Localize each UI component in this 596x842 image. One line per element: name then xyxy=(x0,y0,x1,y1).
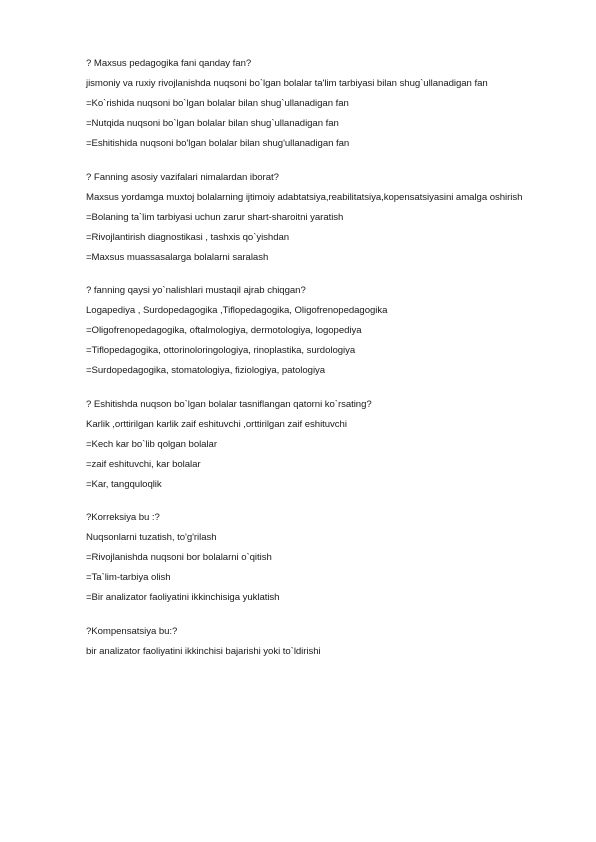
answer-option: =Ko`rishida nuqsoni bo`lgan bolalar bilan shug`ullanadigan fan xyxy=(86,98,349,109)
answer-option: bir analizator faoliyatini ikkinchisi bajarishi yoki to`ldirishi xyxy=(86,645,321,657)
question-block-6 xyxy=(86,622,556,662)
answer-option: =Kech kar bo`lib qolgan bolalar xyxy=(86,438,217,450)
answer-option: =Rivojlantirish diagnostikasi , tashxis qo`yishdan xyxy=(86,231,290,243)
question-text: ? fanning qaysi yo`nalishlari mustaqil ajrab chiqgan? xyxy=(86,285,306,296)
answer-option: =Rivojlanishda nuqsoni bor bolalarni o`qitish xyxy=(86,552,272,563)
question-block-2 xyxy=(86,168,556,268)
question-text: ?Korreksiya bu :? xyxy=(86,512,160,523)
answer-option: =Bolaning ta`lim tarbiyasi uchun zarur shart-sharoitni yaratish xyxy=(86,211,344,223)
answer-option: =Oligofrenopedagogika, oftalmologiya, dermotologiya, logopediya xyxy=(86,325,362,336)
answer-option: jismoniy va ruxiy rivojlanishda nuqsoni bo`lgan bolalar ta'lim tarbiyasi bilan shug`ullanadigan fan xyxy=(86,78,488,89)
answer-option: =Surdopedagogika, stomatologiya, fiziologiya, patologiya xyxy=(86,365,326,376)
question-block-3 xyxy=(86,281,556,381)
question-text: ? Eshitishda nuqson bo`lgan bolalar tasniflangan qatorni ko`rsating? xyxy=(86,398,372,410)
question-block-4 xyxy=(86,395,556,495)
question-text: ? Fanning asosiy vazifalari nimalardan iborat? xyxy=(86,171,279,183)
question-text: ? Maxsus pedagogika fani qanday fan? xyxy=(86,58,252,69)
answer-option: =Kar, tangquloqlik xyxy=(86,478,162,490)
answer-option: Maxsus yordamga muxtoj bolalarning ijtimoiy adabtatsiya,reabilitatsiya,kopensatsiyasini amalga oshirish xyxy=(86,191,523,203)
answer-option: Nuqsonlarni tuzatish, to'g'rilash xyxy=(86,532,217,543)
answer-option: =Ta`lim-tarbiya olish xyxy=(86,572,171,583)
answer-option: =zaif eshituvchi, kar bolalar xyxy=(86,458,201,470)
answer-option: Karlik ,orttirilgan karlik zaif eshituvchi ,orttirilgan zaif eshituvchi xyxy=(86,418,347,430)
answer-option: =Maxsus muassasalarga bolalarni saralash xyxy=(86,251,269,263)
answer-option: Logapediya , Surdopedagogika ,Tiflopedagogika, Oligofrenopedagogika xyxy=(86,305,388,316)
question-block-5 xyxy=(86,508,556,608)
answer-option: =Nutqida nuqsoni bo`lgan bolalar bilan shug`ullanadigan fan xyxy=(86,118,339,129)
answer-option: =Tiflopedagogika, ottorinoloringologiya, rinoplastika, surdologiya xyxy=(86,345,356,356)
question-block-1 xyxy=(86,54,556,154)
question-text: ?Kompensatsiya bu:? xyxy=(86,625,178,637)
answer-option: =Eshitishida nuqsoni bo'lgan bolalar bilan shug'ullanadigan fan xyxy=(86,138,350,149)
answer-option: =Bir analizator faoliyatini ikkinchisiga yuklatish xyxy=(86,592,280,603)
